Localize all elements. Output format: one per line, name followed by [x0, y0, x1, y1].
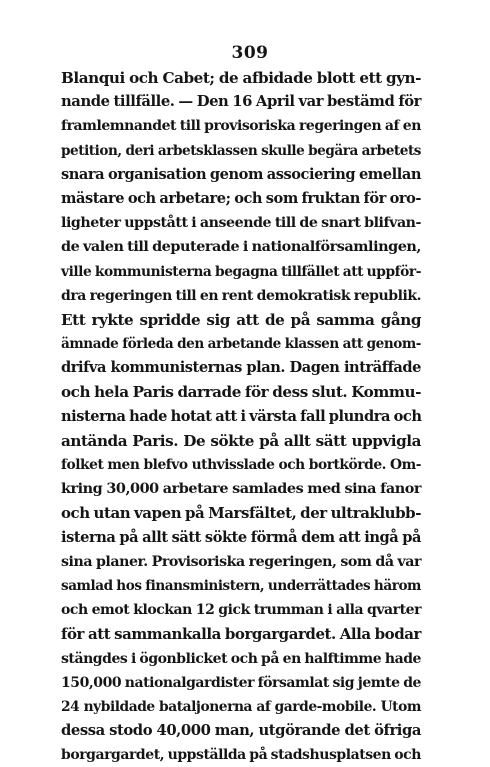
text-line: framlemnandet till provisoriska regeringen af en — [61, 118, 421, 135]
text-line: och utan vapen på Marsfältet, der ultraklubb- — [61, 504, 421, 523]
text-line: isterna på allt sätt sökte förmå dem att ingå på — [61, 528, 421, 546]
body-text — [61, 66, 421, 767]
text-line: Blanqui och Cabet; de afbidade blott ett gyn- — [61, 69, 421, 87]
text-line: ville kommunisterna begagna tillfället att uppför- — [61, 263, 421, 280]
text-line: drifva kommunisternas plan. Dagen inträffade — [61, 359, 421, 377]
text-line: för att sammankalla borgargardet. Alla bodar — [61, 625, 421, 644]
text-line: petition, deri arbetsklassen skulle begära arbetets — [61, 142, 421, 159]
text-line: borgargardet, uppställda på stadshusplatsen och — [61, 747, 421, 764]
text-line: 150,000 nationalgardister församlat sig jemte de — [61, 674, 421, 691]
text-line: nande tillfälle. — Den 16 April var bestämd för — [61, 93, 421, 111]
text-line: samlad hos finansministern, underrättades härom — [61, 577, 421, 594]
text-line: ämnade förleda den arbetande klassen att genom- — [61, 336, 421, 353]
text-line: och hela Paris darrade för dess slut. Kommu- — [61, 383, 421, 402]
text-line: kring 30,000 arbetare samlades med sina fanor — [61, 480, 421, 498]
page-number: 309 — [231, 43, 269, 63]
text-line: antända Paris. De sökte på allt sätt uppvigla — [61, 431, 421, 450]
text-line: dessa stodo 40,000 man, utgörande det öfriga — [61, 722, 421, 740]
text-line: nisterna hade hotat att i värsta fall plundra och — [61, 407, 422, 425]
text-line: Ett rykte spridde sig att de på samma gång — [61, 310, 421, 329]
text-line: folket men blefvo uthvisslade och bortkörde. Om- — [61, 457, 421, 473]
text-line: 24 nybildade bataljonerna af garde-mobile. Utom — [61, 698, 421, 715]
text-line: sina planer. Provisoriska regeringen, som då var — [61, 553, 421, 570]
text-line: dra regeringen till en rent demokratisk republik. — [61, 287, 421, 304]
text-line: de valen till deputerade i nationalförsamlingen, — [61, 238, 421, 256]
text-line: snara organisation genom associering emellan — [61, 165, 421, 183]
text-line: mästare och arbetare; och som fruktan för oro- — [61, 189, 421, 207]
text-line: stängdes i ögonblicket och på en halftimme hade — [61, 650, 421, 667]
text-line: och emot klockan 12 gick trumman i alla qvarter — [61, 602, 421, 619]
text-line: ligheter uppstått i anseende till de snart blifvan- — [61, 215, 421, 232]
